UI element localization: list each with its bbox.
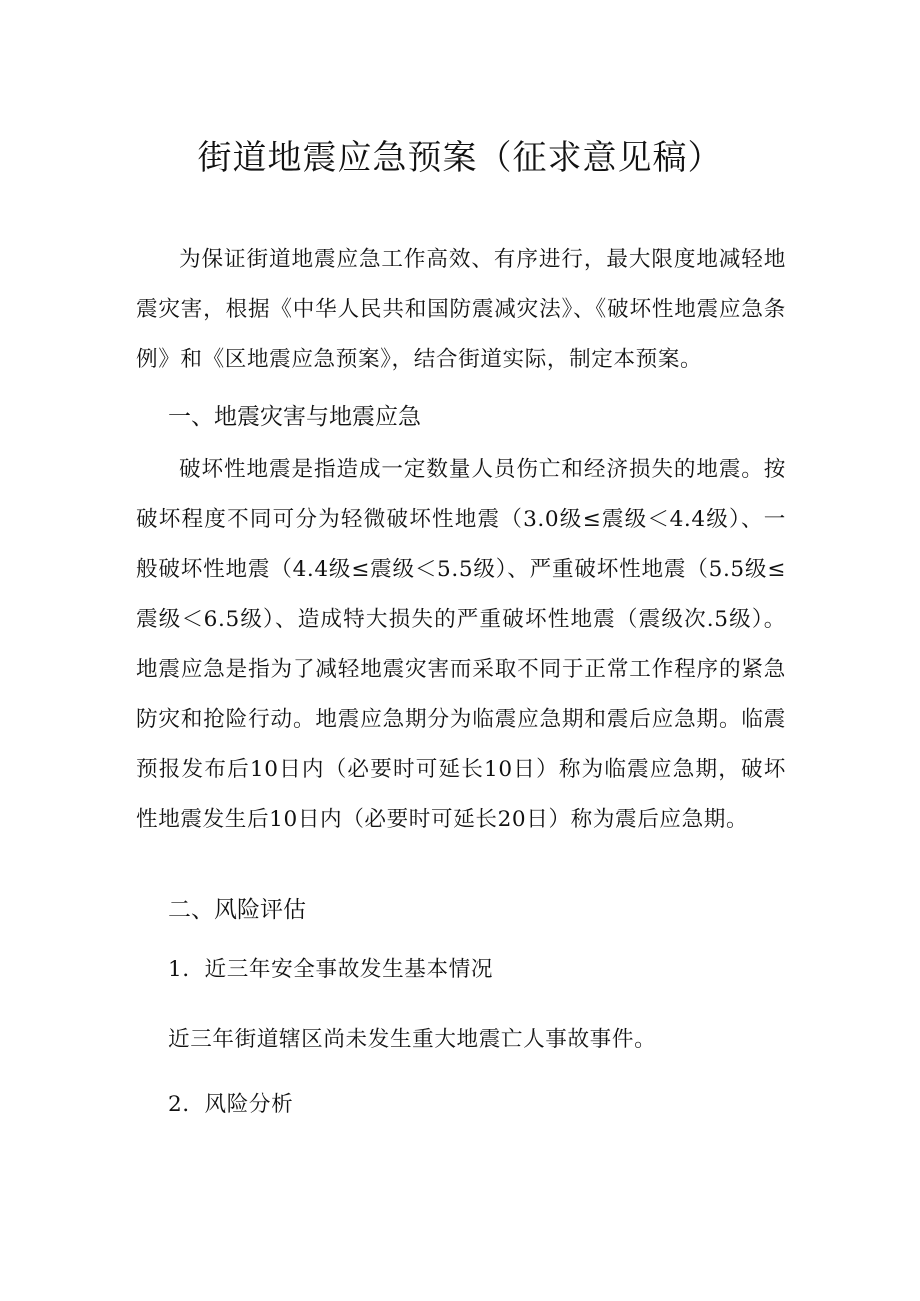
intro-paragraph: 为保证街道地震应急工作高效、有序进行，最大限度地减轻地震灾害，根据《中华人民共和国防震减灾法》、《破坏性地震应急条例》和《区地震应急预案》，结合街道实际，制定本预案。 — [136, 247, 786, 372]
item-1-text: 近三年街道辖区尚未发生重大地震亡人事故事件。 — [168, 1027, 657, 1052]
section-1-heading: 一、地震灾害与地震应急 — [168, 404, 421, 430]
section-1-paragraph: 破坏性地震是指造成一定数量人员伤亡和经济损失的地震。按破坏程度不同可分为轻微破坏性地震（3.0级≤震级＜4.4级）、一般破坏性地震（4.4级≤震级＜5.5级）、严重破坏性地震（5.5级≤震级＜6.5级）、造成特大损失的严重破坏性地震（震级次.5级）。地震应急是指为了减轻地震灾害而采取不同于正常工作程序的紧急防灾和抢险行动。地震应急期分为临震应急期和震后应急期。临震预报发布后10日内（必要时可延长10日）称为临震应急期，破坏性地震发生后10日内（必要时可延长20日）称为震后应急期。 — [136, 457, 786, 832]
document-title: 街道地震应急预案（征求意见稿） — [197, 138, 723, 178]
item-1-title: 1．近三年安全事故发生基本情况 — [168, 957, 494, 982]
item-2-title: 2．风险分析 — [168, 1092, 294, 1117]
section-2-heading: 二、风险评估 — [168, 897, 306, 923]
